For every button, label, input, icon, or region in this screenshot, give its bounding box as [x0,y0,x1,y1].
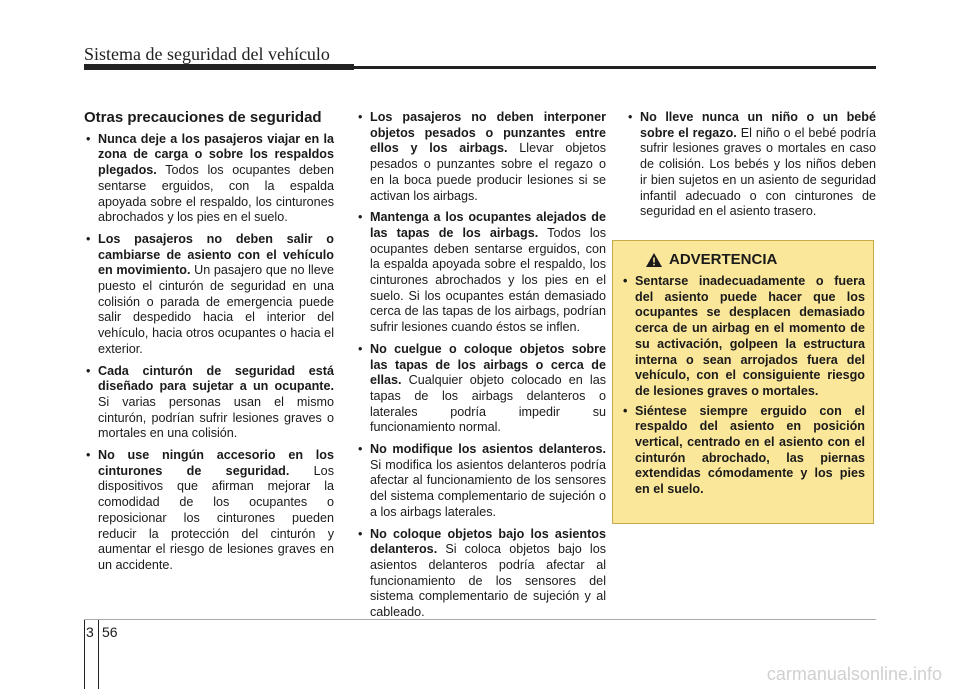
footer-rule [84,619,876,620]
footer-divider-left [84,620,85,689]
list-item [356,342,606,436]
item-text: Cualquier objeto colocado en las tapas de los airbags delanteros o laterales podría impedir su funcionamiento normal. [370,373,606,435]
item-text: Llevar objetos pesados o punzantes sobre el regazo o en la boca puede producir lesiones si se activan los airbags. [370,141,606,203]
item-bold: No coloque objetos bajo los asientos delanteros. [370,526,606,557]
warning-list [621,274,865,498]
item-bold: No cuelgue o coloque objetos sobre las tapas de los airbags o cerca de ellas. [370,341,606,388]
warning-title: ADVERTENCIA [669,251,778,268]
item-text: Todos los ocupantes deben sentarse erguidos, con la espalda apoyada sobre el respaldo, los cinturones abrochados y los pies en el suelo. [98,163,334,225]
bullet-icon: • [86,448,91,463]
item-text: Si modifica los asientos delanteros podría afectar al funcionamiento de los sensores del sistema complementario de sujeción o a los airbags laterales. [370,457,606,519]
col1-list [84,132,334,574]
bullet-icon: • [358,210,363,225]
item-bold: Los pasajeros no deben salir o cambiarse de asiento con el vehículo en movimiento. [98,231,334,278]
bullet-icon: • [358,341,363,356]
list-item [84,132,334,226]
section-title: Otras precauciones de seguridad [84,109,322,126]
footer-divider-right [98,620,99,689]
item-text: Si varias personas usan el mismo cinturón, podrían sufrir lesiones graves o mortales en una colisión. [98,394,334,441]
bullet-icon: • [358,110,363,124]
list-item [356,527,606,621]
item-bold: No use ningún accesorio en los cinturones de seguridad. [98,448,334,478]
bullet-icon: • [358,526,363,541]
item-bold: Cada cinturón de seguridad está diseñado para sujetar a un ocupante. [98,363,334,394]
item-text: Si coloca objetos bajo los asientos delanteros podría afectar al funcionamiento de los sensores del sistema complementario de sujeción y al cableado. [370,542,606,620]
bullet-icon: • [86,131,91,146]
list-item [84,364,334,443]
item-bold: No modifique los asientos delanteros. [370,442,606,457]
list-item [356,210,606,336]
bullet-icon: • [86,363,91,378]
bullet-icon: • [358,442,363,457]
warning-header [621,251,865,268]
column-3 [626,110,876,226]
column-2 [356,110,606,627]
warning-item-text: Sentarse inadecuadamente o fuera del asiento puede hacer que los ocupantes se desplacen demasiado cerca de un airbag en el momento de su activación, golpeen la estructura interna o sean arrojados fuera del vehículo, con el consiguiente riesgo de lesiones graves o mortales. [635,274,865,398]
bullet-icon: • [628,110,633,124]
item-text: Un pasajero que no lleve puesto el cinturón de seguridad en una colisión o parada de emergencia puede salir despedido hacia el interior del vehículo, hacia otros ocupantes o hacia el exterior. [98,263,335,356]
list-item [356,110,606,204]
list-item [626,110,876,220]
chapter-number: 3 [86,624,94,640]
item-bold: Mantenga a los ocupantes alejados de las tapas de los airbags. [370,210,606,240]
warning-item-text: Siéntese siempre erguido con el respaldo del asiento en posición vertical, centrado en el asiento con el cinturón abrochado, las piernas extendidas cómodamente y los pies en el suelo. [635,403,865,497]
item-bold: Los pasajeros no deben interponer objetos pesados o punzantes entre ellos y los airbags. [370,110,606,156]
list-item [356,442,606,521]
col2-list [356,110,606,621]
watermark-text: carmanualsonline.info [766,664,942,684]
col3-list [626,110,876,220]
item-text: El niño o el bebé podría sufrir lesiones graves o mortales en caso de colisión. Los bebés y los niños deben ir bien sujetos en un asiento de seguridad infantil adecuado o con cinturones de seguridad en el asiento trasero. [640,125,876,219]
list-item [84,448,334,574]
item-text: Los dispositivos que afirman mejorar la comodidad de los ocupantes o reposicionar los cinturones pueden reducir la protección del cinturón y aumentar el riesgo de lesiones graves en un accidente. [98,463,334,572]
column-1 [84,110,334,580]
bullet-icon: • [86,231,91,246]
warning-item [621,274,865,400]
item-bold: Nunca deje a los pasajeros viajar en la zona de carga o sobre los respaldos plegados. [98,131,334,178]
item-bold: No lleve nunca un niño o un bebé sobre el regazo. [640,110,876,140]
bullet-icon: • [623,403,628,418]
warning-item [621,404,865,498]
header-rule [84,66,876,69]
item-text: Todos los ocupantes deben sentarse erguidos, con la espalda apoyada sobre el respaldo, los cinturones abrochados y los pies en el suelo. Si los ocupantes están demasiado cerca de las tapas de los airbags, podrían sufrir lesiones cuando éstos se inflen. [370,225,607,335]
page-header-title: Sistema de seguridad del vehículo [84,44,330,64]
warning-box [612,240,874,524]
warning-triangle-icon [645,252,663,268]
bullet-icon: • [623,274,628,288]
list-item [84,232,334,358]
page-number: 56 [102,624,118,640]
